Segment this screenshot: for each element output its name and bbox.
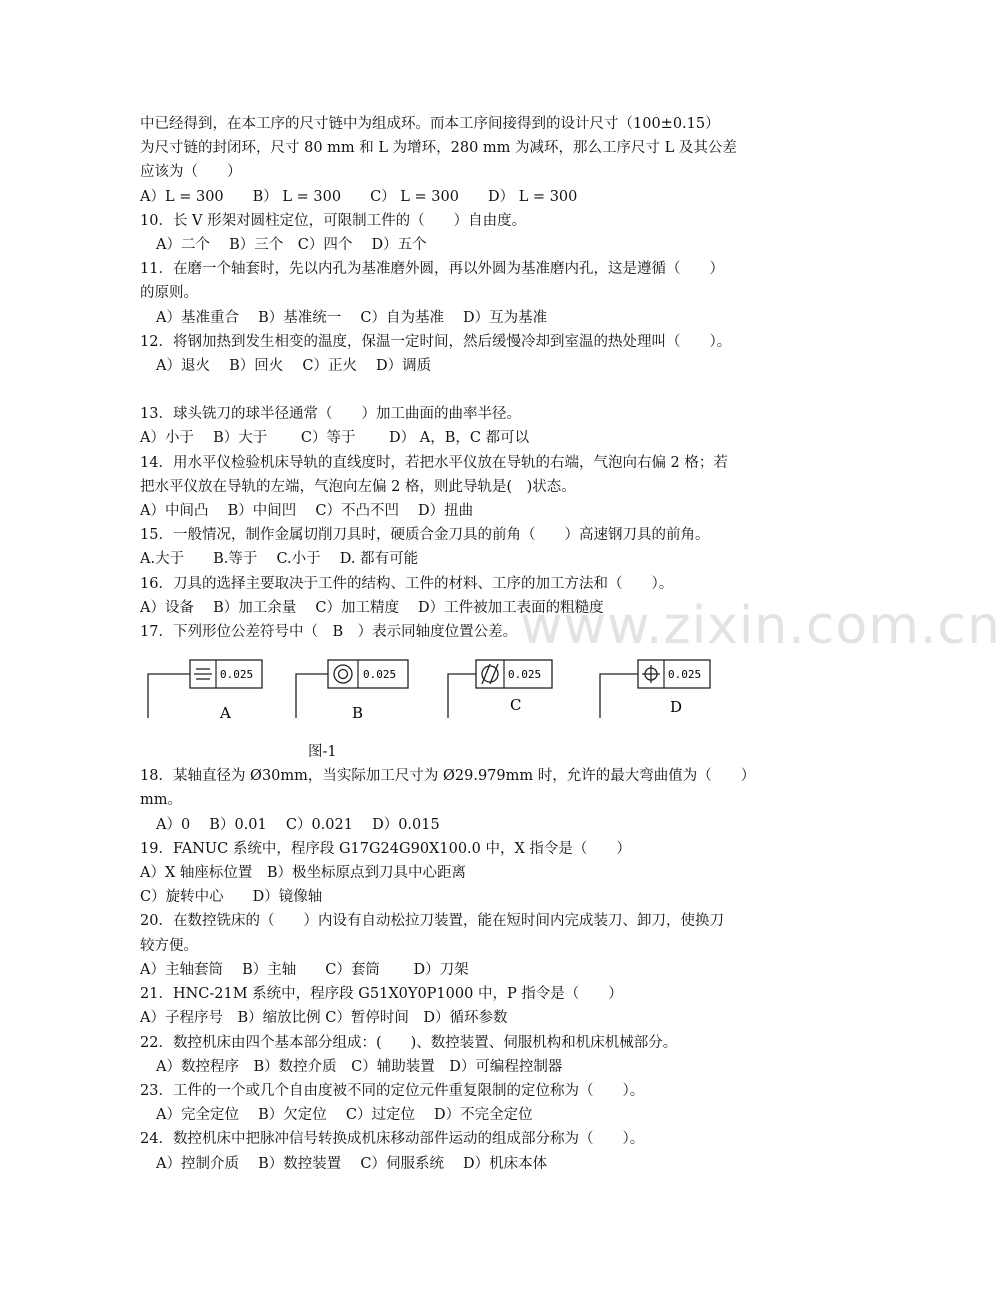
figure-label-a: A: [220, 704, 231, 723]
question-11: 11．在磨一个轴套时，先以内孔为基准磨外圆，再以外圆为基准磨内孔，这是遵循（ ）: [140, 261, 724, 278]
tolerance-value: 0.025: [668, 668, 702, 682]
figure-caption: 图-1: [308, 744, 337, 761]
question-22: 22．数控机床由四个基本部分组成：( )、数控装置、伺服机构和机床机械部分。: [140, 1034, 678, 1051]
option-line: A）主轴套筒 B）主轴 C）套筒 D）刀架: [140, 961, 469, 978]
option-line: A）L = 300 B） L = 300 C） L = 300 D） L = 300: [140, 188, 578, 205]
text-line: 为尺寸链的封闭环，尺寸 80 mm 和 L 为增环，280 mm 为减环，那么工序尺寸 L 及其公差: [140, 140, 737, 157]
tolerance-value: 0.025: [363, 668, 397, 682]
question-23: 23．工件的一个或几个自由度被不同的定位元件重复限制的定位称为（ ）。: [140, 1082, 645, 1099]
text-line: 中已经得到，在本工序的尺寸链中为组成环。而本工序间接得到的设计尺寸（100±0.15）: [140, 116, 720, 132]
option-line: A）小于 B）大于 C）等于 D） A，B，C 都可以: [140, 430, 530, 447]
option-line: A）中间凸 B）中间凹 C）不凸不凹 D）扭曲: [140, 503, 474, 520]
tolerance-figure: [140, 648, 790, 728]
question-14: 14．用水平仪检验机床导轨的直线度时，若把水平仪放在导轨的右端，气泡向右偏 2 格；若: [140, 454, 728, 471]
figure-label-c: C: [510, 696, 522, 715]
question-24: 24．数控机床中把脉冲信号转换成机床移动部件运动的组成部分称为（ ）。: [140, 1131, 645, 1148]
option-line: A）X 轴座标位置 B）极坐标原点到刀具中心距离: [140, 865, 467, 882]
option-line: A）控制介质 B）数控装置 C）伺服系统 D）机床本体: [156, 1155, 548, 1172]
question-21: 21．HNC-21M 系统中，程序段 G51X0Y0P1000 中，P 指令是（ ）: [140, 986, 623, 1003]
question-10: 10．长 V 形架对圆柱定位，可限制工件的（ ）自由度。: [140, 212, 527, 229]
question-19: 19．FANUC 系统中，程序段 G17G24G90X100.0 中，X 指令是（ ）: [140, 840, 631, 857]
text-line: 应该为（ ）: [140, 164, 242, 181]
option-line: A）完全定位 B）欠定位 C）过定位 D）不完全定位: [156, 1107, 533, 1124]
figure-label-b: B: [352, 704, 364, 723]
option-line: A）子程序号 B）缩放比例 C）暂停时间 D）循环参数: [140, 1010, 508, 1027]
text-line: 的原则。: [140, 285, 198, 302]
text-line: mm。: [140, 792, 182, 809]
document-page: [140, 112, 790, 1176]
figure-label-d: D: [670, 698, 683, 717]
option-line: A）二个 B）三个 C）四个 D）五个: [156, 237, 427, 254]
question-16: 16．刀具的选择主要取决于工件的结构、工件的材料、工序的加工方法和（ ）。: [140, 575, 674, 592]
question-20: 20．在数控铣床的（ ）内设有自动松拉刀装置，能在短时间内完成装刀、卸刀，使换刀: [140, 913, 724, 930]
option-line: A）数控程序 B）数控介质 C）辅助装置 D）可编程控制器: [156, 1058, 563, 1075]
option-line: A.大于 B.等于 C.小于 D. 都有可能: [140, 551, 419, 568]
text-line: 把水平仪放在导轨的左端，气泡向左偏 2 格，则此导轨是( )状态。: [140, 478, 576, 495]
tolerance-symbol-c: [440, 648, 600, 728]
question-12: 12．将钢加热到发生相变的温度，保温一定时间，然后缓慢冷却到室温的热处理叫（ ）。: [140, 333, 732, 350]
option-line: C）旋转中心 D）镜像轴: [140, 889, 323, 906]
tolerance-symbol-a: [140, 648, 300, 728]
option-line: A）退火 B）回火 C）正火 D）调质: [156, 358, 432, 375]
tolerance-symbol-b: [288, 648, 448, 728]
tolerance-symbol-d: [592, 648, 752, 728]
question-15: 15．一般情况，制作金属切削刀具时，硬质合金刀具的前角（ ）高速钢刀具的前角。: [140, 527, 710, 544]
question-18: 18．某轴直径为 Ø30mm，当实际加工尺寸为 Ø29.979mm 时，允许的最大弯曲值为（ ）: [140, 768, 756, 785]
option-line: A）设备 B）加工余量 C）加工精度 D）工件被加工表面的粗糙度: [140, 599, 604, 616]
tolerance-value: 0.025: [508, 668, 542, 682]
tolerance-value: 0.025: [220, 668, 254, 682]
option-line: A）0 B）0.01 C）0.021 D）0.015: [156, 816, 440, 833]
text-line: 较方便。: [140, 937, 198, 954]
question-13: 13．球头铣刀的球半径通常（ ）加工曲面的曲率半径。: [140, 406, 521, 423]
option-line: A）基准重合 B）基准统一 C）自为基准 D）互为基准: [156, 309, 548, 326]
question-17: 17．下列形位公差符号中（ B ）表示同轴度位置公差。: [140, 624, 518, 641]
watermark: www.zixin.com.cn: [520, 596, 1001, 656]
